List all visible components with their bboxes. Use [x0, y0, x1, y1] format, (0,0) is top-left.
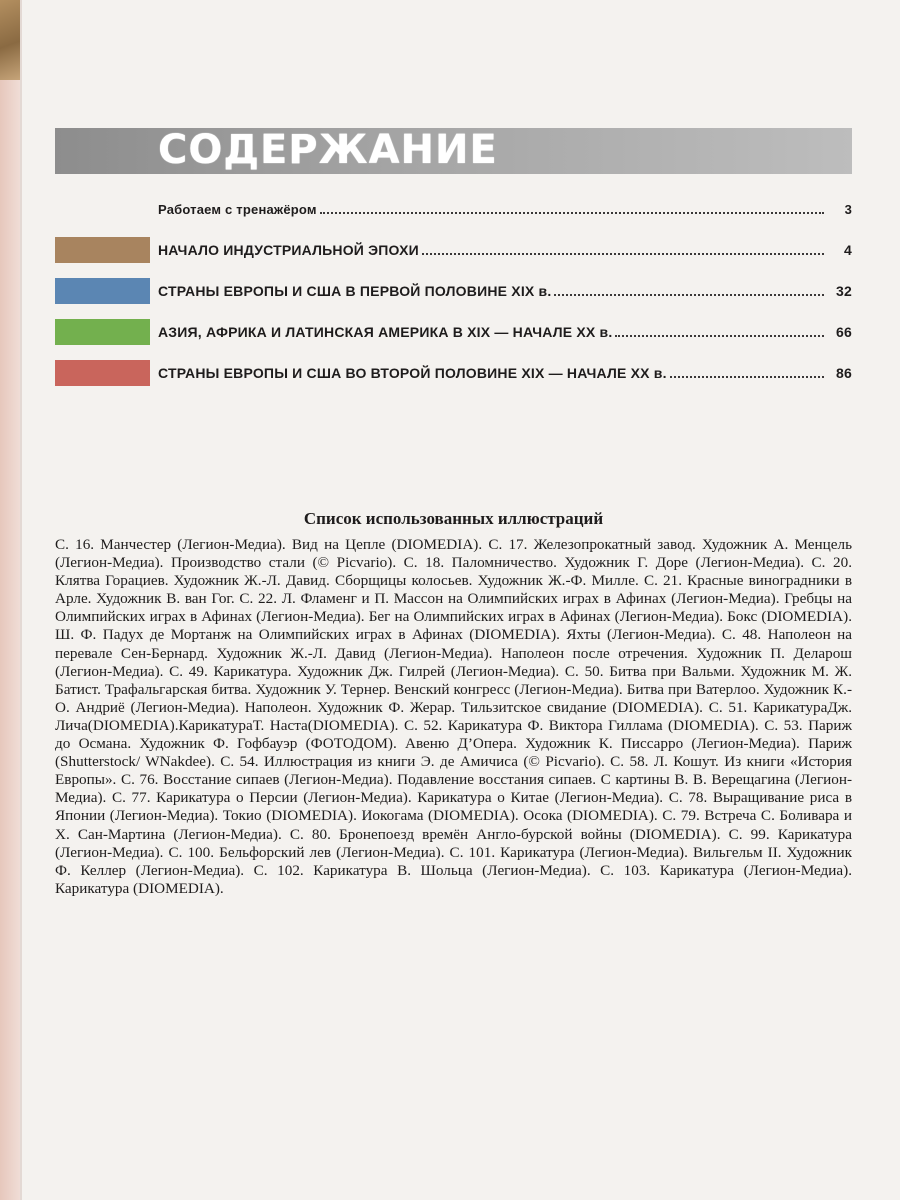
section-color-swatch: [55, 319, 150, 345]
illustrations-heading: Список использованных иллюстраций: [303, 509, 604, 528]
toc-item-europe-usa-first-half[interactable]: [55, 278, 852, 314]
section-color-swatch: [55, 278, 150, 304]
toc-item-asia-africa-latin-america[interactable]: [55, 319, 852, 355]
toc-leader-dots: [422, 253, 824, 255]
illustrations-credits-text: С. 16. Манчестер (Легион-Медиа). Вид на Цепле (DIOMEDIA). С. 17. Железопрокатный завод. Художник А. Менцель (Легион-Медиа). Производство стали (© Picvario). С. 18. Паломничество. Художник Г. Доре (Легион-Медиа). С. 20. Клятва Горациев. Художник Ж.-Л. Давид. Сборщицы колосьев. Художник Ж.-Ф. Милле. С. 21. Красные виноградники в Арле. Художник В. ван Гог. С. 22. Л. Фламенг и П. Массон на Олимпийских играх в Афинах (Легион-Медиа). Гребцы на Олимпийских играх в Афинах (Легион-Медиа). Бег на Олимпийских играх в Афинах (Легион-Медиа). Бокс (DIOMEDIA). Ш. Ф. Падух де Мортанж на Олимпийских играх в Афинах (DIOMEDIA). Яхты (Легион-Медиа). С. 48. Наполеон на перевале Сен-Бернард. Художник Ж.-Л. Давид (Легион-Медиа). Наполеон после отречения. Художник П. Деларош (Легион-Медиа). С. 49. Карикатура. Художник Дж. Гилрей (Легион-Медиа). С. 50. Битва при Вальми. Художник М. Ж. Батист. Трафальгарская битва. Художник У. Тернер. Венский конгресс (Легион-Медиа). Битва при Ватерлоо. Художник К.-О. Андриё (Легион-Медиа). Наполеон. Художник Ф. Жерар. Тильзитское свидание (DIOMEDIA). С. 51. КарикатураДж. Лича(DIOMEDIA).КарикатураТ. Наста(DIOMEDIA). С. 52. Карикатура Ф. Виктора Гиллама (DIOMEDIA). С. 53. Париж до Османа. Художник Ф. Гофбауэр (ФОТОДОМ). Авеню Д’Опера. Художник К. Писсарро (Легион-Медиа). Париж (Shutterstock/ WNakdee). С. 54. Иллюстрация из книги Э. де Амичиса (© Picvario). С. 58. Л. Кошут. Из книги «История Европы». С. 76. Восстание сипаев (Легион-Медиа). Подавление восстания сипаев. С картины В. В. Верещагина (Легион-Медиа). С. 77. Карикатура о Персии (Легион-Медиа). Карикатура о Китае (Легион-Медиа). С. 78. Выращивание риса в Японии (Легион-Медиа). Токио (DIOMEDIA). Иокогама (DIOMEDIA). Осока (DIOMEDIA). С. 79. Встреча С. Боливара и Х. Сан-Мартина (Легион-Медиа). С. 80. Бронепоезд времён Англо-бурской войны (DIOMEDIA). С. 99. Карикатура (Легион-Медиа). С. 100. Бельфорский лев (Легион-Медиа). С. 101. Карикатура (Легион-Медиа). Вильгельм II. Художник Ф. Келлер (Легион-Медиа). С. 102. Карикатура В. Шольца (Легион-Медиа). С. 103. Карикатура (Легион-Медиа). Карикатура (DIOMEDIA).: [55, 536, 852, 897]
page-edge-line: [20, 0, 22, 1200]
toc-item-industrial-era[interactable]: [55, 237, 852, 273]
cover-photo-edge: [0, 0, 22, 80]
toc-item-label: АЗИЯ, АФРИКА И ЛАТИНСКАЯ АМЕРИКА В XIX — НАЧАЛЕ XX в.: [158, 324, 613, 340]
toc-item-page: 66: [836, 324, 852, 340]
toc-leader-dots: [670, 376, 824, 378]
toc-entry: [158, 278, 852, 304]
toc-entry: [158, 319, 852, 345]
table-of-contents: [55, 196, 852, 401]
toc-entry: [158, 360, 852, 386]
toc-entry: [158, 237, 852, 263]
toc-entry: [158, 196, 852, 222]
toc-item-label: Работаем с тренажёром: [158, 201, 317, 217]
left-margin-strip: [0, 80, 20, 1200]
toc-item-label: СТРАНЫ ЕВРОПЫ И США В ПЕРВОЙ ПОЛОВИНЕ XIX в.: [158, 283, 552, 299]
contents-title: СОДЕРЖАНИЕ: [158, 127, 498, 173]
toc-leader-dots: [615, 335, 824, 337]
toc-item-label: НАЧАЛО ИНДУСТРИАЛЬНОЙ ЭПОХИ: [158, 242, 419, 258]
toc-item-page: 32: [836, 283, 852, 299]
toc-item-europe-usa-second-half[interactable]: [55, 360, 852, 396]
toc-item-label: СТРАНЫ ЕВРОПЫ И США ВО ВТОРОЙ ПОЛОВИНЕ XIX — НАЧАЛЕ XX в.: [158, 365, 667, 381]
toc-leader-dots: [320, 212, 824, 214]
toc-item-page: 3: [844, 201, 852, 217]
toc-item-page: 86: [836, 365, 852, 381]
toc-leader-dots: [554, 294, 824, 296]
section-color-swatch: [55, 360, 150, 386]
toc-item-trainer[interactable]: [55, 196, 852, 232]
section-color-swatch: [55, 237, 150, 263]
toc-item-page: 4: [844, 242, 852, 258]
